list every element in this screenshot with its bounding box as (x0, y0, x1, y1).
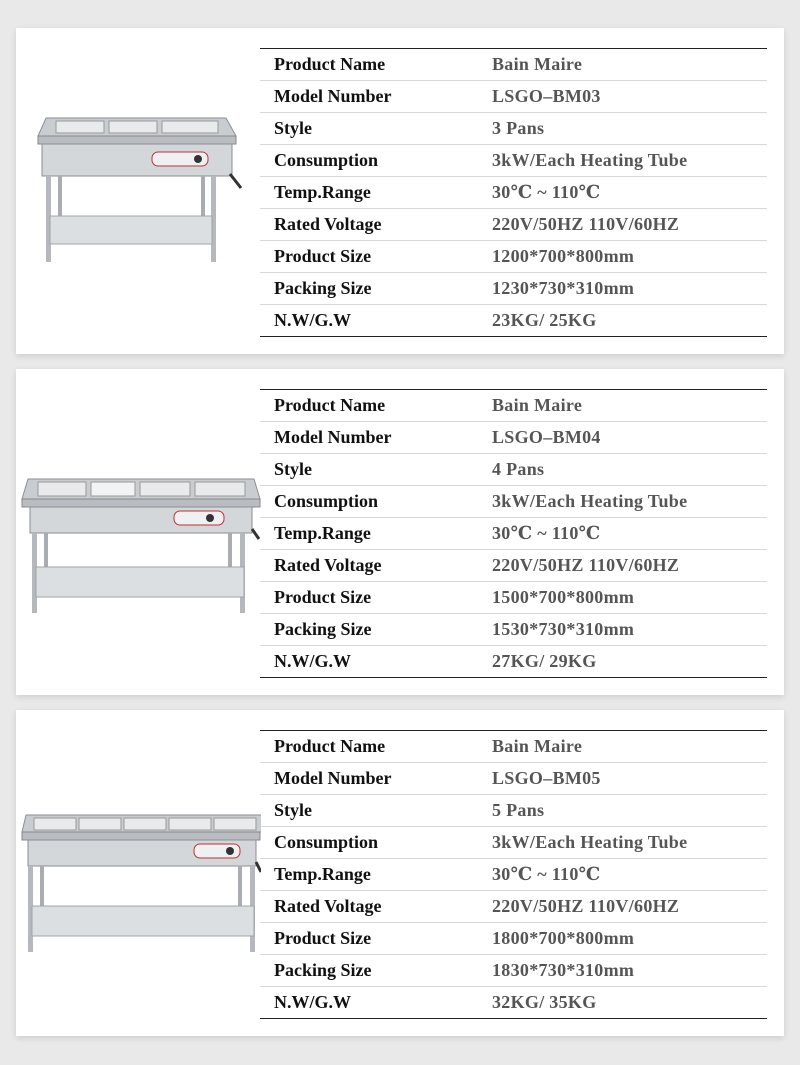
spec-label: N.W/G.W (260, 305, 492, 337)
spec-table-bm05 (260, 730, 767, 1019)
spec-row (260, 49, 767, 81)
bain-marie-5-pans-image (16, 710, 261, 1036)
spec-label: Style (260, 795, 492, 827)
spec-label: Product Name (260, 390, 492, 422)
spec-label: Packing Size (260, 273, 492, 305)
spec-row (260, 145, 767, 177)
spec-value: LSGO–BM03 (492, 81, 767, 113)
spec-value: 220V/50HZ 110V/60HZ (492, 550, 767, 582)
spec-label: N.W/G.W (260, 646, 492, 678)
spec-label: Model Number (260, 422, 492, 454)
spec-value: Bain Maire (492, 390, 767, 422)
spec-value: 1200*700*800mm (492, 241, 767, 273)
spec-value: LSGO–BM04 (492, 422, 767, 454)
spec-value: LSGO–BM05 (492, 763, 767, 795)
spec-label: Product Size (260, 923, 492, 955)
spec-value: 3 Pans (492, 113, 767, 145)
spec-value: 3kW/Each Heating Tube (492, 486, 767, 518)
spec-table-bm04 (260, 389, 767, 678)
spec-label: Product Name (260, 731, 492, 763)
spec-row (260, 955, 767, 987)
spec-row (260, 646, 767, 678)
product-card-bm03 (16, 28, 784, 354)
spec-row (260, 486, 767, 518)
product-card-bm04 (16, 369, 784, 695)
spec-row (260, 518, 767, 550)
spec-row (260, 241, 767, 273)
spec-row (260, 454, 767, 486)
spec-label: Consumption (260, 486, 492, 518)
spec-value: 1830*730*310mm (492, 955, 767, 987)
spec-label: Product Size (260, 241, 492, 273)
spec-row (260, 731, 767, 763)
spec-row (260, 827, 767, 859)
spec-value: 1500*700*800mm (492, 582, 767, 614)
spec-row (260, 859, 767, 891)
spec-label: Temp.Range (260, 859, 492, 891)
spec-value: 30℃ ~ 110℃ (492, 177, 767, 209)
bain-marie-4-pans-image (16, 369, 261, 695)
product-card-bm05 (16, 710, 784, 1036)
spec-value: 5 Pans (492, 795, 767, 827)
spec-value: 30℃ ~ 110℃ (492, 859, 767, 891)
spec-value: 3kW/Each Heating Tube (492, 827, 767, 859)
spec-row (260, 614, 767, 646)
spec-value: 1230*730*310mm (492, 273, 767, 305)
spec-value: 23KG/ 25KG (492, 305, 767, 337)
spec-label: Model Number (260, 763, 492, 795)
spec-value: Bain Maire (492, 731, 767, 763)
spec-label: Product Name (260, 49, 492, 81)
spec-label: Temp.Range (260, 518, 492, 550)
spec-table-bm03 (260, 48, 767, 337)
spec-row (260, 422, 767, 454)
spec-row (260, 81, 767, 113)
spec-label: N.W/G.W (260, 987, 492, 1019)
spec-value: 32KG/ 35KG (492, 987, 767, 1019)
spec-label: Rated Voltage (260, 891, 492, 923)
spec-value: 220V/50HZ 110V/60HZ (492, 891, 767, 923)
spec-value: 220V/50HZ 110V/60HZ (492, 209, 767, 241)
spec-row (260, 987, 767, 1019)
spec-label: Style (260, 113, 492, 145)
spec-label: Packing Size (260, 614, 492, 646)
spec-row (260, 305, 767, 337)
spec-label: Packing Size (260, 955, 492, 987)
spec-value: 1800*700*800mm (492, 923, 767, 955)
spec-label: Consumption (260, 827, 492, 859)
spec-label: Consumption (260, 145, 492, 177)
spec-value: Bain Maire (492, 49, 767, 81)
spec-row (260, 209, 767, 241)
spec-row (260, 795, 767, 827)
spec-label: Temp.Range (260, 177, 492, 209)
spec-value: 30℃ ~ 110℃ (492, 518, 767, 550)
spec-label: Product Size (260, 582, 492, 614)
spec-row (260, 113, 767, 145)
spec-label: Rated Voltage (260, 550, 492, 582)
spec-row (260, 273, 767, 305)
spec-value: 1530*730*310mm (492, 614, 767, 646)
spec-label: Style (260, 454, 492, 486)
spec-row (260, 550, 767, 582)
spec-label: Model Number (260, 81, 492, 113)
spec-row (260, 390, 767, 422)
spec-row (260, 177, 767, 209)
spec-row (260, 891, 767, 923)
spec-value: 27KG/ 29KG (492, 646, 767, 678)
spec-row (260, 763, 767, 795)
spec-value: 3kW/Each Heating Tube (492, 145, 767, 177)
spec-value: 4 Pans (492, 454, 767, 486)
bain-marie-3-pans-image (16, 28, 261, 354)
spec-label: Rated Voltage (260, 209, 492, 241)
spec-row (260, 582, 767, 614)
spec-row (260, 923, 767, 955)
